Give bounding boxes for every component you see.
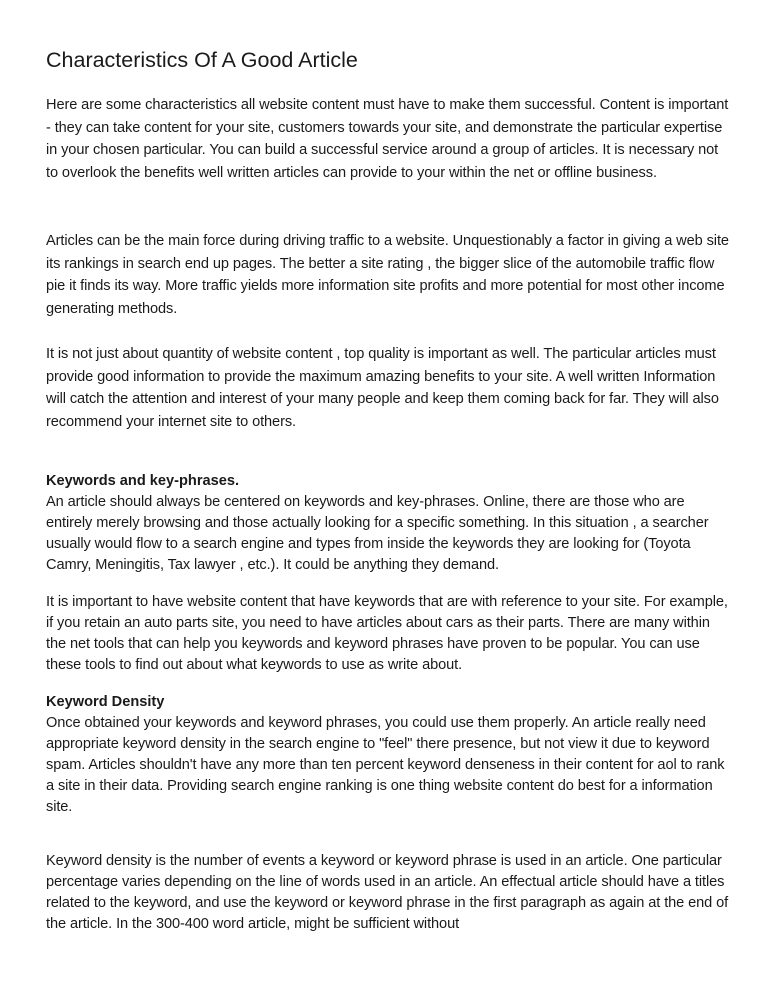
section-heading-keyword-density: Keyword Density (46, 694, 165, 710)
keywords-paragraph-1: An article should always be centered on keywords and key-phrases. Online, there are those who are entirely merely browsing and those actually looking for a specific something. In this situation , a searcher usually would flow to a search engine and types from inside the keywords they are looking for (Toyota Camry, Meningitis, Tax lawyer , etc.). It could be anything they demand. (46, 494, 709, 573)
keyword-density-paragraph-1: Once obtained your keywords and keyword phrases, you could use them properly. An article really need appropriate keyword density in the search engine to "feel" there presence, but not view it due to keyword spam. Articles shouldn't have any more than ten percent keyword denseness in their content for aol to rank a site in their data. Providing search engine ranking is one thing website content do best for a information site. (46, 715, 725, 815)
article-title: Characteristics Of A Good Article (46, 48, 358, 72)
intro-paragraph-1: Here are some characteristics all website content must have to make them successful. Content is important - they can take content for your site, customers towards your site, and demonstrate the particular expertise in your chosen particular. You can build a successful service around a group of articles. It is necessary not to overlook the benefits well written articles can provide to your within the net or offline business. (46, 97, 729, 182)
keyword-density-paragraph-2: Keyword density is the number of events a keyword or keyword phrase is used in an article. One particular percentage varies depending on the line of words used in an article. An effectual article should have a titles related to the keyword, and use the keyword or keyword phrase in the first paragraph as again at the end of the article. In the 300-400 word article, might be sufficient without (46, 853, 729, 932)
intro-paragraph-2: Articles can be the main force during driving traffic to a website. Unquestionably a factor in giving a web site its rankings in search end up pages. The better a site rating , the bigger slice of the automobile traffic flow pie it finds its way. More traffic yields more information site profits and more potential for most other income generating methods. (46, 233, 729, 318)
section-heading-keywords: Keywords and key-phrases. (46, 473, 240, 489)
keywords-paragraph-2: It is important to have website content that have keywords that are with reference to your site. For example, if you retain an auto parts site, you need to have articles about cars as their parts. There are many within the net tools that can help you keywords and keyword phrases have proven to be popular. You can use these tools to find out about what keywords to use as write about. (46, 594, 728, 673)
intro-paragraph-3: It is not just about quantity of website content , top quality is important as well. The particular articles must provide good information to provide the maximum amazing benefits to your site. A well written Information will catch the attention and interest of your many people and keep them coming back for far. They will also recommend your internet site to others. (46, 346, 719, 431)
